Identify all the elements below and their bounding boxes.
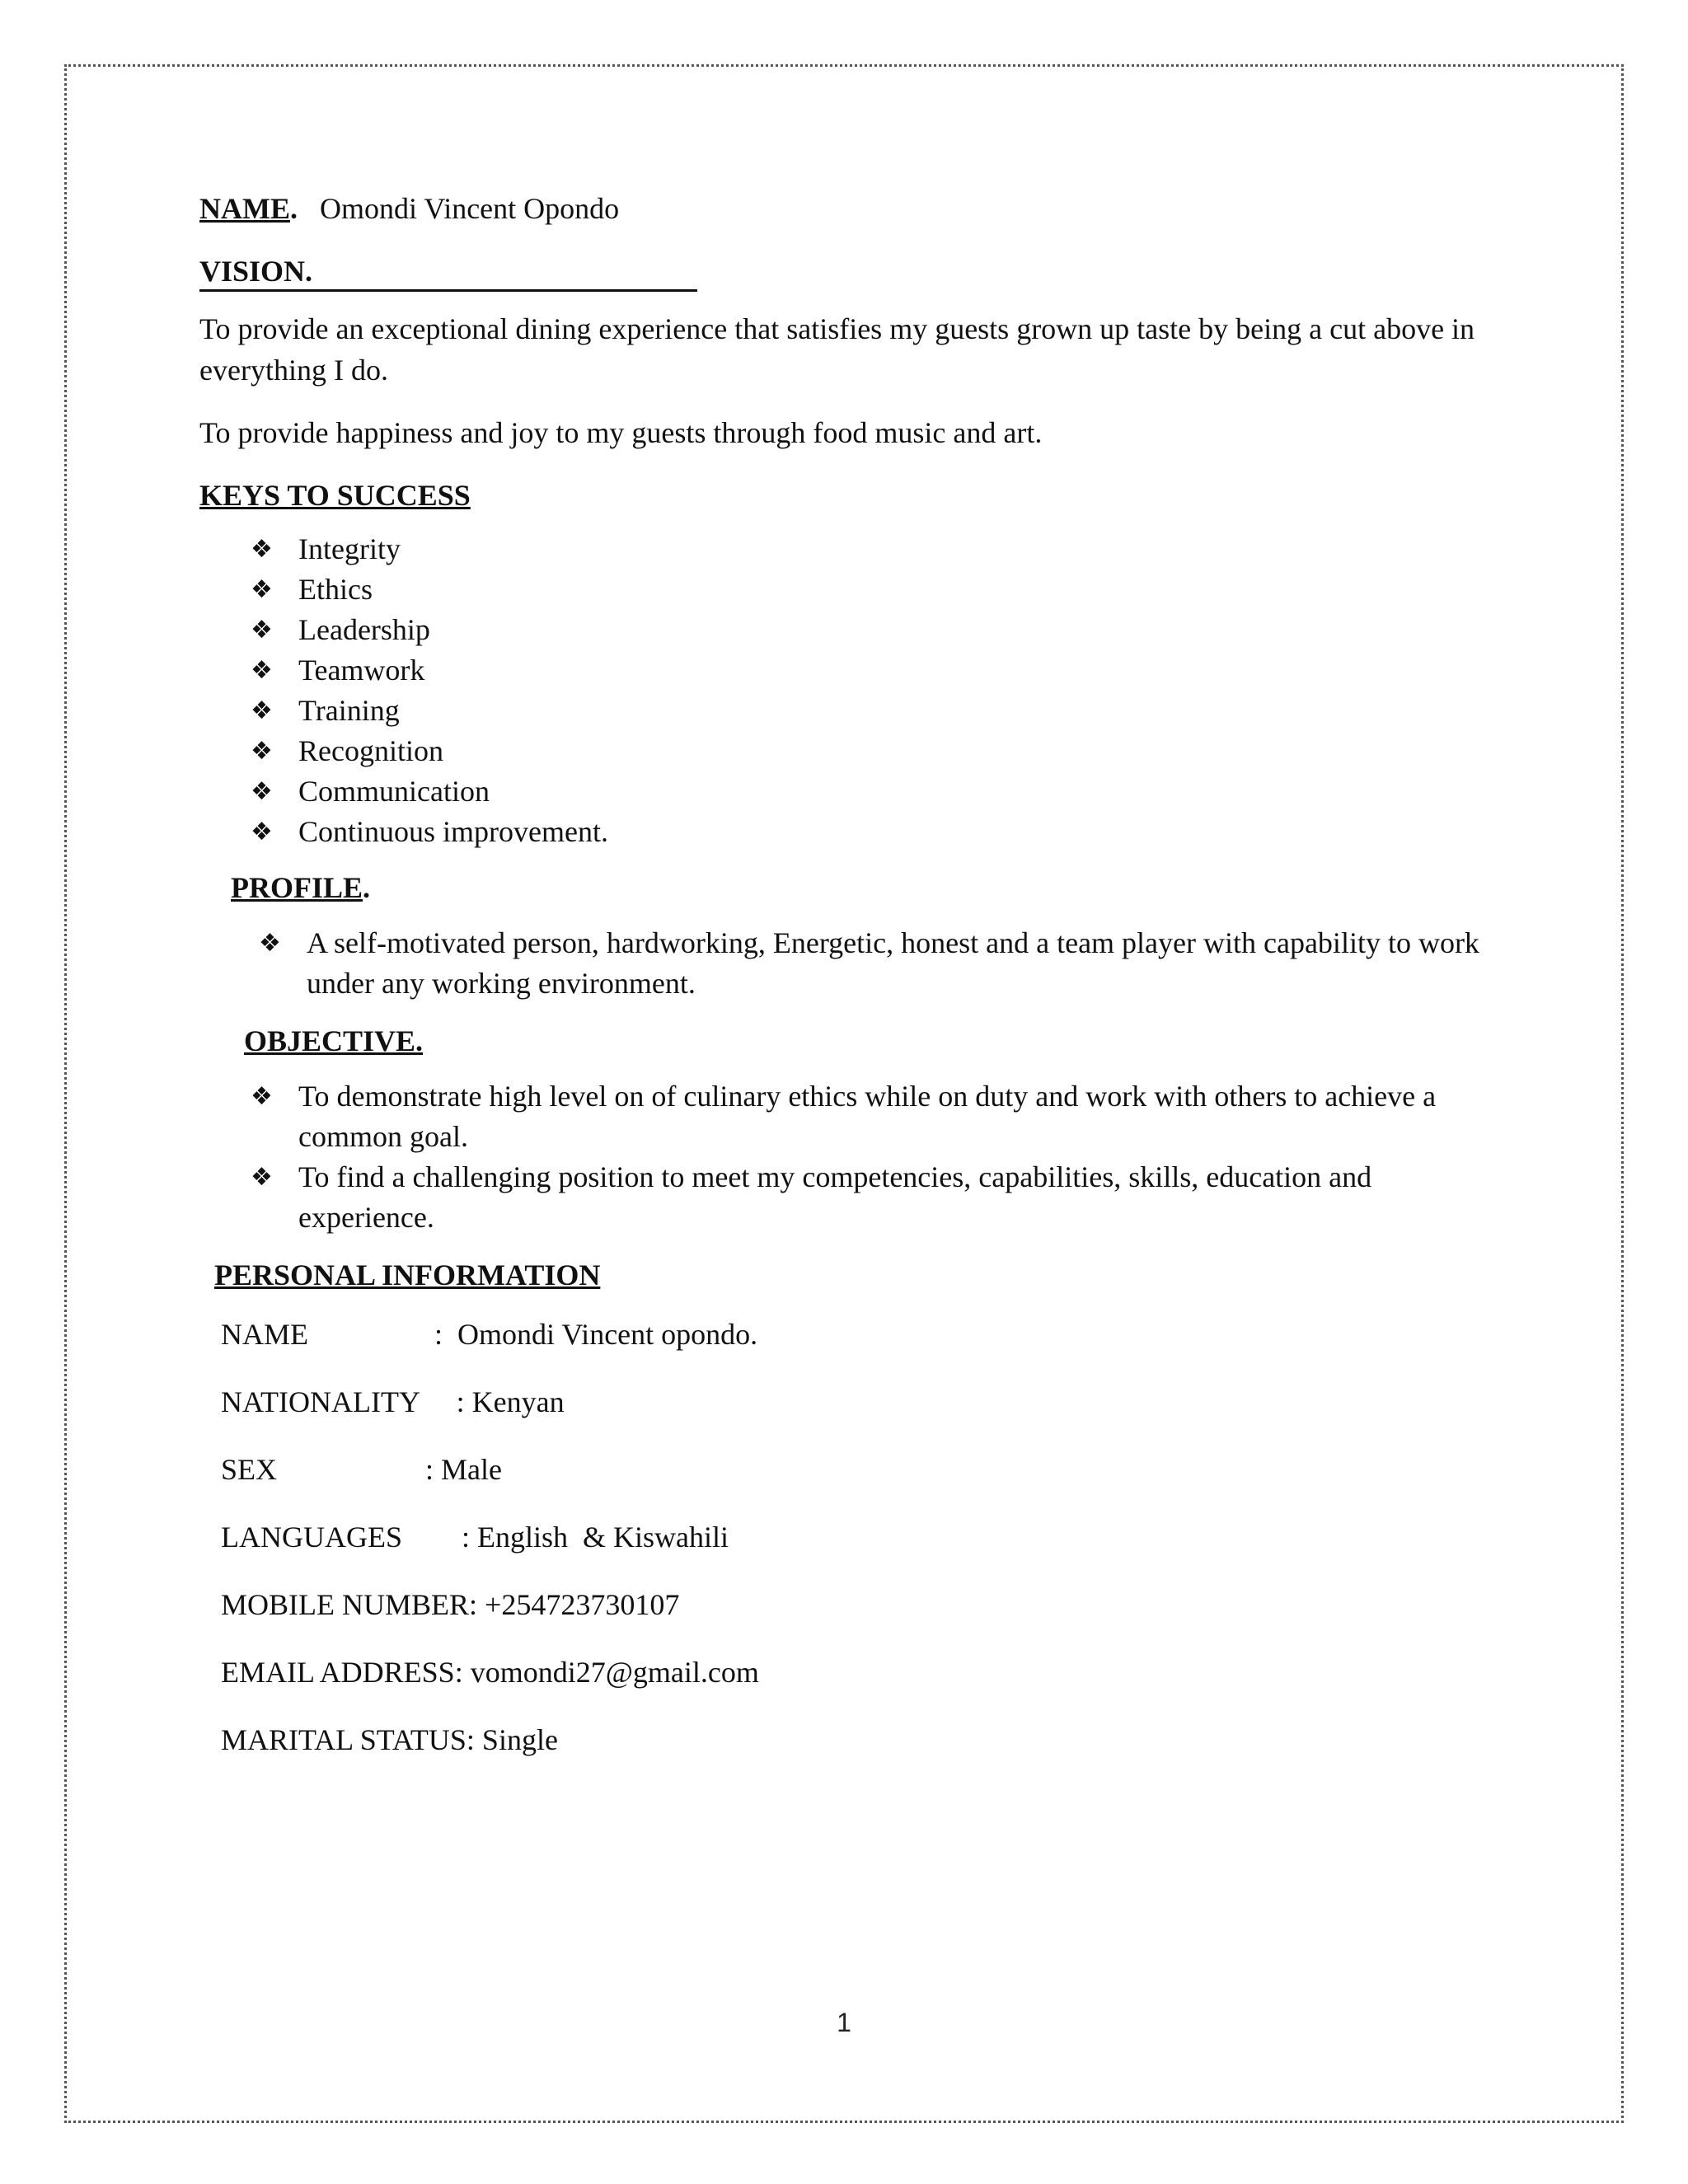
list-item (251, 731, 1485, 771)
objective-heading (199, 1020, 1485, 1062)
name-label: NAME (199, 192, 290, 225)
diamond-bullet-icon: ❖ (251, 696, 273, 725)
diamond-bullet-icon: ❖ (251, 575, 273, 604)
list-item-text: Leadership (298, 613, 430, 646)
objective-list (199, 1076, 1485, 1238)
diamond-bullet-icon: ❖ (259, 929, 281, 958)
info-row-marital-status: MARITAL STATUS: Single (221, 1723, 558, 1756)
profile-heading-punct: . (363, 871, 371, 904)
list-item (251, 812, 1485, 852)
list-item (259, 923, 1485, 1004)
personal-info-table (221, 1314, 1485, 1787)
objective-heading-text: OBJECTIVE. (244, 1024, 424, 1057)
profile-heading-text: PROFILE (231, 871, 363, 904)
diamond-bullet-icon: ❖ (251, 656, 273, 685)
diamond-bullet-icon: ❖ (251, 1082, 273, 1111)
info-row-name: NAME : Omondi Vincent opondo. (221, 1318, 758, 1351)
list-item (251, 529, 1485, 569)
diamond-bullet-icon: ❖ (251, 535, 273, 564)
profile-heading (199, 867, 1485, 908)
list-item (251, 771, 1485, 812)
list-item-text: Continuous improvement. (298, 815, 608, 848)
list-item-text: To demonstrate high level on of culinary ethics while on duty and work with others to achieve a common goal. (298, 1080, 1437, 1153)
keys-list (199, 529, 1485, 852)
resume-content (199, 188, 1485, 1787)
list-item (251, 569, 1485, 610)
page-number: 1 (837, 2008, 851, 2037)
diamond-bullet-icon: ❖ (251, 737, 273, 766)
list-item (251, 1157, 1485, 1238)
personal-info-heading (199, 1254, 1485, 1296)
info-row-languages: LANGUAGES : English & Kiswahili (221, 1521, 729, 1554)
list-item-text: Communication (298, 775, 490, 808)
list-item (251, 610, 1485, 650)
name-line (199, 188, 1485, 229)
list-item-text: Recognition (298, 734, 443, 767)
list-item (251, 650, 1485, 691)
list-item (251, 691, 1485, 731)
name-value: Omondi Vincent Opondo (320, 192, 620, 225)
name-label-punct: . (290, 192, 298, 225)
list-item-text: Training (298, 694, 400, 727)
diamond-bullet-icon: ❖ (251, 616, 273, 644)
info-row-mobile: MOBILE NUMBER: +254723730107 (221, 1588, 680, 1621)
diamond-bullet-icon: ❖ (251, 1163, 273, 1192)
list-item-text: A self-motivated person, hardworking, Energetic, honest and a team player with capability to work under any working environment. (307, 926, 1479, 1000)
vision-heading (199, 251, 1485, 308)
list-item (251, 1076, 1485, 1157)
list-item-text: To find a challenging position to meet my competencies, capabilities, skills, education and experience. (298, 1160, 1372, 1234)
info-row-email: EMAIL ADDRESS: vomondi27@gmail.com (221, 1656, 759, 1689)
diamond-bullet-icon: ❖ (251, 818, 273, 846)
vision-heading-text: VISION. (199, 253, 697, 292)
personal-info-heading-text: PERSONAL INFORMATION (214, 1258, 601, 1291)
keys-heading (199, 475, 1485, 516)
list-item-text: Ethics (298, 573, 373, 606)
list-item-text: Teamwork (298, 654, 425, 687)
profile-list (199, 923, 1485, 1004)
info-row-sex: SEX : Male (221, 1453, 502, 1486)
keys-heading-text: KEYS TO SUCCESS (199, 479, 471, 512)
vision-paragraph-1: To provide an exceptional dining experience that satisfies my guests grown up taste by being a cut above in everything I do. (199, 312, 1475, 387)
vision-paragraph-2: To provide happiness and joy to my guests through food music and art. (199, 416, 1043, 449)
list-item-text: Integrity (298, 532, 401, 565)
info-row-nationality: NATIONALITY : Kenyan (221, 1385, 565, 1418)
diamond-bullet-icon: ❖ (251, 777, 273, 806)
